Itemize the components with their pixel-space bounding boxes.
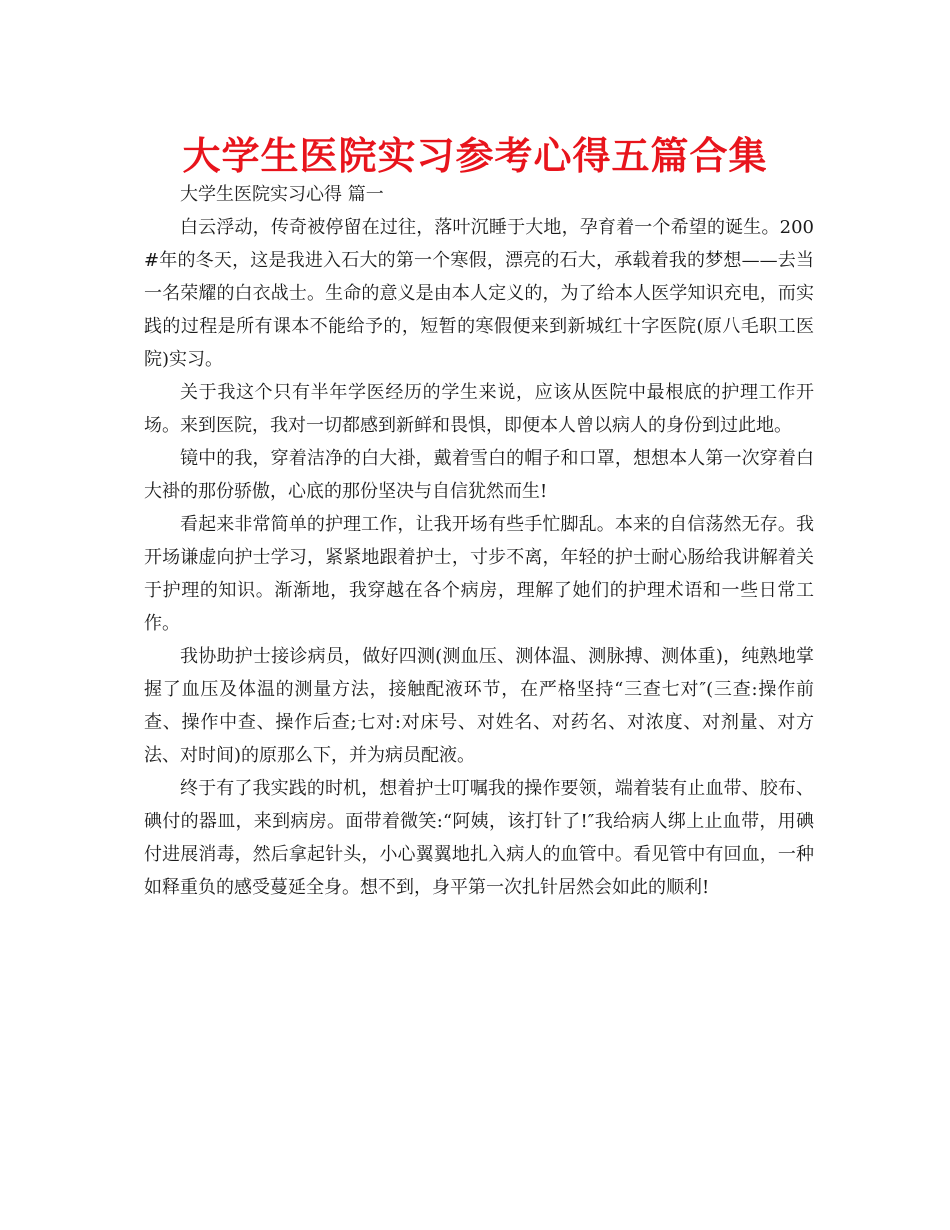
paragraph: 镜中的我，穿着洁净的白大褂，戴着雪白的帽子和口罩，想想本人第一次穿着白大褂的那份骄傲，心底的那份坚决与自信犹然而生! bbox=[144, 448, 814, 502]
document-title: 大学生医院实习参考心得五篇合集 bbox=[182, 134, 768, 178]
paragraph: 终于有了我实践的时机，想着护士叮嘱我的操作要领，端着装有止血带、胶布、碘付的器皿，来到病房。面带着微笑:“阿姨，该打针了!″我给病人绑上止血带，用碘付进展消毒，然后拿起针头，小心翼翼地扎入病人的血管中。看见管中有回血，一种如释重负的感受蔓延全身。想不到，身平第一次扎针居然会如此的顺利! bbox=[144, 778, 814, 898]
paragraph: 白云浮动，传奇被停留在过往，落叶沉睡于大地，孕育着一个希望的诞生。200#年的冬天，这是我进入石大的第一个寒假，漂亮的石大，承载着我的梦想——去当一名荣耀的白衣战士。生命的意义是由本人定义的，为了给本人医学知识充电，而实践的过程是所有课本不能给予的，短暂的寒假便来到新城红十字医院(原八毛职工医院)实习。 bbox=[144, 217, 814, 370]
paragraph: 看起来非常简单的护理工作，让我开场有些手忙脚乱。本来的自信荡然无存。我开场谦虚向护士学习，紧紧地跟着护士，寸步不离，年轻的护士耐心肠给我讲解着关于护理的知识。渐渐地，我穿越在各个病房，理解了她们的护理术语和一些日常工作。 bbox=[144, 514, 814, 634]
paragraph: 我协助护士接诊病员，做好四测(测血压、测体温、测脉搏、测体重)，纯熟地掌握了血压及体温的测量方法，接触配液环节，在严格坚持“三查七对″(三查:操作前查、操作中查、操作后查;七对:对床号、对姓名、对药名、对浓度、对剂量、对方法、对时间)的原那么下，并为病员配液。 bbox=[144, 646, 814, 766]
paragraph: 关于我这个只有半年学医经历的学生来说，应该从医院中最根底的护理工作开场。来到医院，我对一切都感到新鲜和畏惧，即便本人曾以病人的身份到过此地。 bbox=[144, 382, 814, 436]
section-heading: 大学生医院实习心得 篇一 bbox=[180, 184, 384, 205]
document-body bbox=[144, 178, 814, 904]
